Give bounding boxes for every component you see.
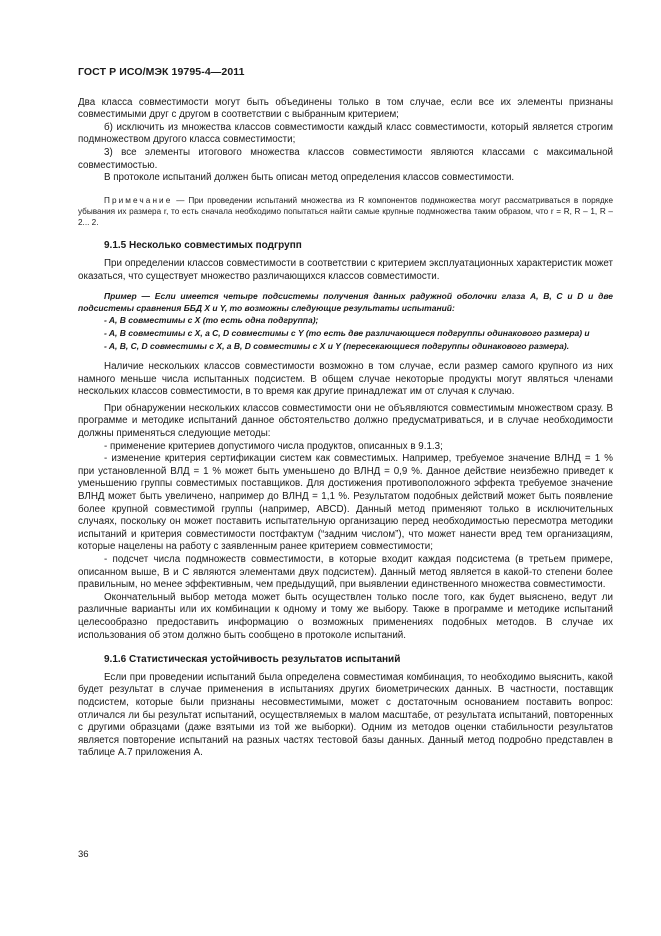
note-label: Примечание — [104, 195, 173, 205]
paragraph: При обнаружении нескольких классов совместимости они не объявляются совместимым множеством сразу. В программе и методике испытаний данное обстоятельство должно предусматриваться, и в случае необходимости должны применяться следующие методы: — [78, 402, 613, 440]
paragraph: Если при проведении испытаний была определена совместимая комбинация, то необходимо выяснить, какой будет результат в случае применения в испытаниях других биометрических данных. В частности, поставщик подсистем, которые были признаны несовместимыми, может с достаточным основанием поставить вопрос: отличался ли бы результат испытаний, осуществляемых в малом масштабе, от результата испытаний, повторенных с другими образцами (даже взятыми из той же выборки). Одним из методов оценки стабильности результатов является повторение испытаний на разных частях тестовой базы данных. Данный метод подробно представлен в таблице А.7 приложения А. — [78, 671, 613, 759]
section-heading: 9.1.5 Несколько совместимых подгрупп — [104, 240, 302, 252]
page-header: ГОСТ Р ИСО/МЭК 19795-4—2011 — [78, 66, 245, 78]
example-item: - A, B, C, D совместимы с X, а B, D совместимы с X и Y (пересекающиеся подгруппы одинакового размера). — [104, 340, 570, 351]
list-item: б) исключить из множества классов совместимости каждый класс совместимости, который является строгим подмножеством другого класса совместимости; — [78, 121, 613, 146]
note-text: — При проведении испытаний множества из R компонентов подмножества могут рассматриваться в порядке убывания их размера r, то есть сначала необходимо попытаться найти самые крупные подмножества таким образом, что r = R, R – 1, R – 2... 2. — [78, 195, 613, 228]
list-item: - применение критериев допустимого числа продуктов, описанных в 9.1.3; — [104, 440, 443, 452]
paragraph: При определении классов совместимости в соответствии с критерием эксплуатационных характеристик может оказаться, что существует множество различающихся классов совместимости. — [78, 257, 613, 282]
section-heading: 9.1.6 Статистическая устойчивость результатов испытаний — [104, 654, 401, 666]
list-item: - подсчет числа подмножеств совместимости, в которые входит каждая подсистема (в третьем примере, описанном выше, B и C являются элементами двух подсистем). Данный метод является в какой-то степени более правильным, но менее эффективным, чем предыдущий, при выявлении единственного множества совместимости. — [78, 554, 613, 591]
page-number: 36 — [78, 849, 89, 860]
example-item: - A, B совместимы с X, а C, D совместимы с Y (то есть две различающиеся подгруппы одинакового размера) и — [104, 327, 590, 338]
example-text: Пример — Если имеется четыре подсистемы получения данных радужной оболочки глаза A, B, C и D и две подсистемы сравнения ББД X и Y, то возможны следующие результаты испытаний: — [78, 291, 613, 313]
list-item: - изменение критерия сертификации систем как совместимых. Например, требуемое значение ВЛНД = 1 % при установленной ВЛД = 1 % может быть уменьшено до ВЛНД = 0,9 %. Данное действие неизбежно приведет к уменьшению группы совместимых поставщиков. Для достижения противоположного эффекта требуемое значение ВЛНД может быть увеличено, например до ВЛНД = 1,1 %. Результатом подобных действий может быть появление более крупной совместимой группы (например, ABCD). Данный метод применяют только в исключительных случаях, поскольку он может поставить испытательную организацию перед необходимостью пересмотра методики испытаний и критерия совместимости постфактум (“задним числом”), что может нанести вред тем организациям, которые нацелены на работу с заявленным ранее критерием совместимости; — [78, 453, 613, 553]
list-item: 3) все элементы итогового множества классов совместимости являются классами с максимальной совместимостью. — [78, 146, 613, 171]
note — [78, 195, 613, 229]
example-item: - A, B совместимы с X (то есть одна подгруппа); — [104, 315, 319, 326]
paragraph: Окончательный выбор метода может быть осуществлен только после того, как будет выяснено, ведут ли различные варианты или их комбинации к одному и тому же выбору. Также в программе и методике испытаний целесообразно предоставить информацию о возможных применениях подобных методов. В случае их использования об этом должно быть сообщено в протоколе испытаний. — [78, 591, 613, 641]
paragraph: Наличие нескольких классов совместимости возможно в том случае, если размер самого крупного из них намного меньше числа испытанных подсистем. В общем случае некоторые продукты могут являться членами нескольких классов совместимости, в то время как другие принадлежат им от случая к случаю. — [78, 361, 613, 398]
paragraph: Два класса совместимости могут быть объединены только в том случае, если все их элементы признаны совместимыми друг с другом в соответствии с выбранным критерием; — [78, 96, 613, 121]
paragraph: В протоколе испытаний должен быть описан метод определения классов совместимости. — [104, 172, 515, 184]
